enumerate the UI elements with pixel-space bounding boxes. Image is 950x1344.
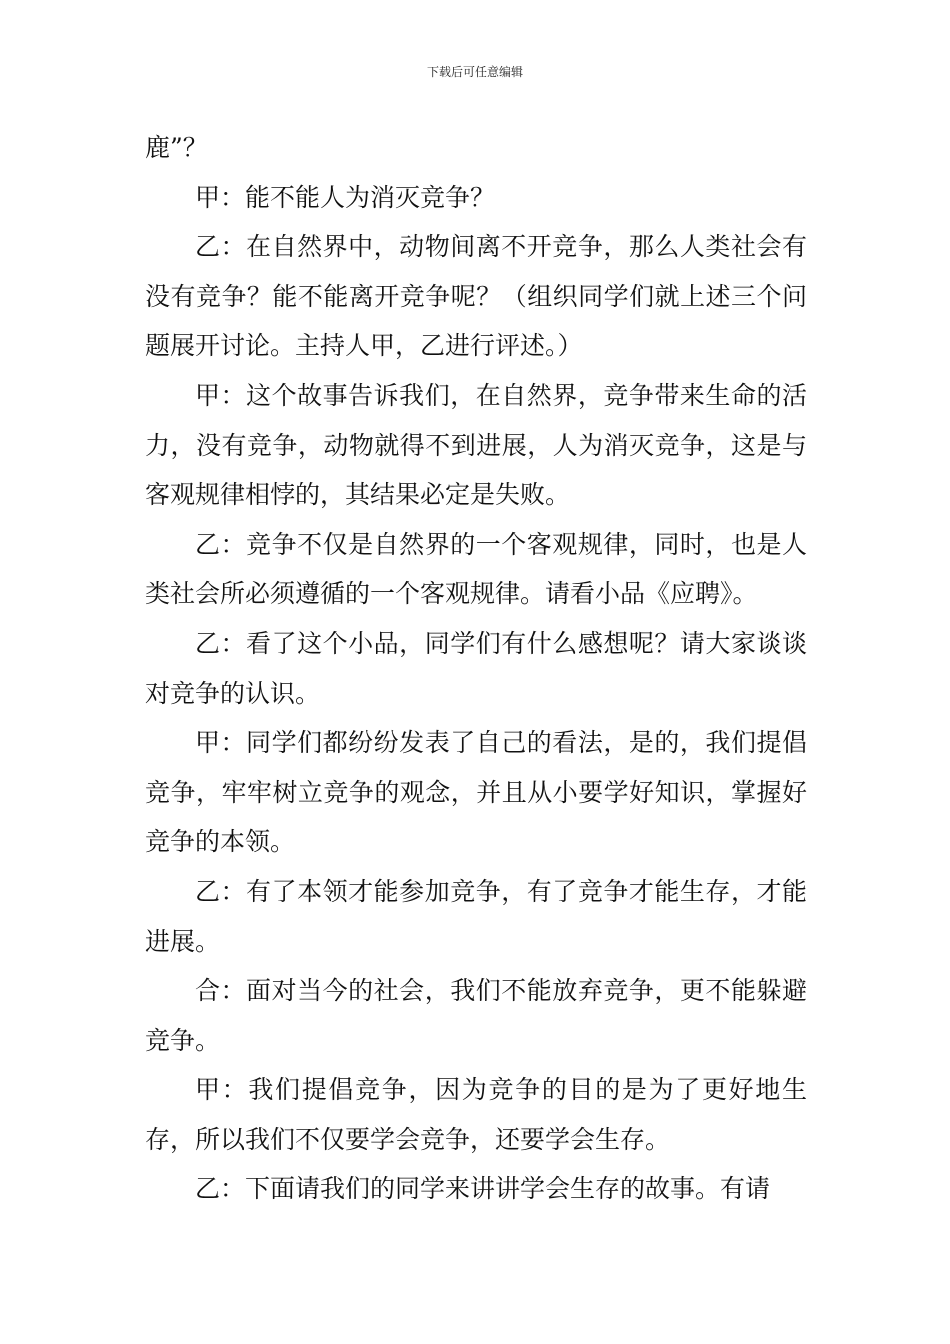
paragraph: 乙：下面请我们的同学来讲讲学会生存的故事。有请 (195, 1174, 771, 1204)
paragraph: 乙：看了这个小品，同学们有什么感想呢？请大家谈谈对竞争的认识。 (145, 628, 807, 708)
paragraph-continued: 鹿”？ (145, 133, 208, 162)
paragraph: 甲：能不能人为消灭竞争？ (195, 182, 496, 212)
paragraph: 乙：在自然界中，动物间离不开竞争，那么人类社会有没有竞争？能不能离开竞争呢？（组织同学们就上述三个问题展开讨论。主持人甲，乙进行评述。） (145, 232, 807, 361)
page-header-note: 下载后可任意编辑 (426, 65, 523, 79)
paragraph: 甲：同学们都纷纷发表了自己的看法，是的，我们提倡竞争，牢牢树立竞争的观念，并且从小要学好知识，掌握好竞争的本领。 (145, 728, 807, 857)
paragraph: 甲：我们提倡竞争，因为竞争的目的是为了更好地生存，所以我们不仅要学会竞争，还要学会生存。 (145, 1075, 807, 1154)
paragraph: 甲：这个故事告诉我们，在自然界，竞争带来生命的活力，没有竞争，动物就得不到进展，人为消灭竞争，这是与客观规律相悖的，其结果必定是失败。 (145, 380, 807, 510)
paragraph: 合：面对当今的社会，我们不能放弃竞争，更不能躲避竞争。 (145, 976, 807, 1055)
paragraph: 乙：竞争不仅是自然界的一个客观规律，同时，也是人类社会所必须遵循的一个客观规律。请看小品《应聘》。 (145, 529, 807, 609)
paragraph: 乙：有了本领才能参加竞争，有了竞争才能生存，才能进展。 (145, 876, 807, 956)
document-body (145, 123, 807, 1214)
